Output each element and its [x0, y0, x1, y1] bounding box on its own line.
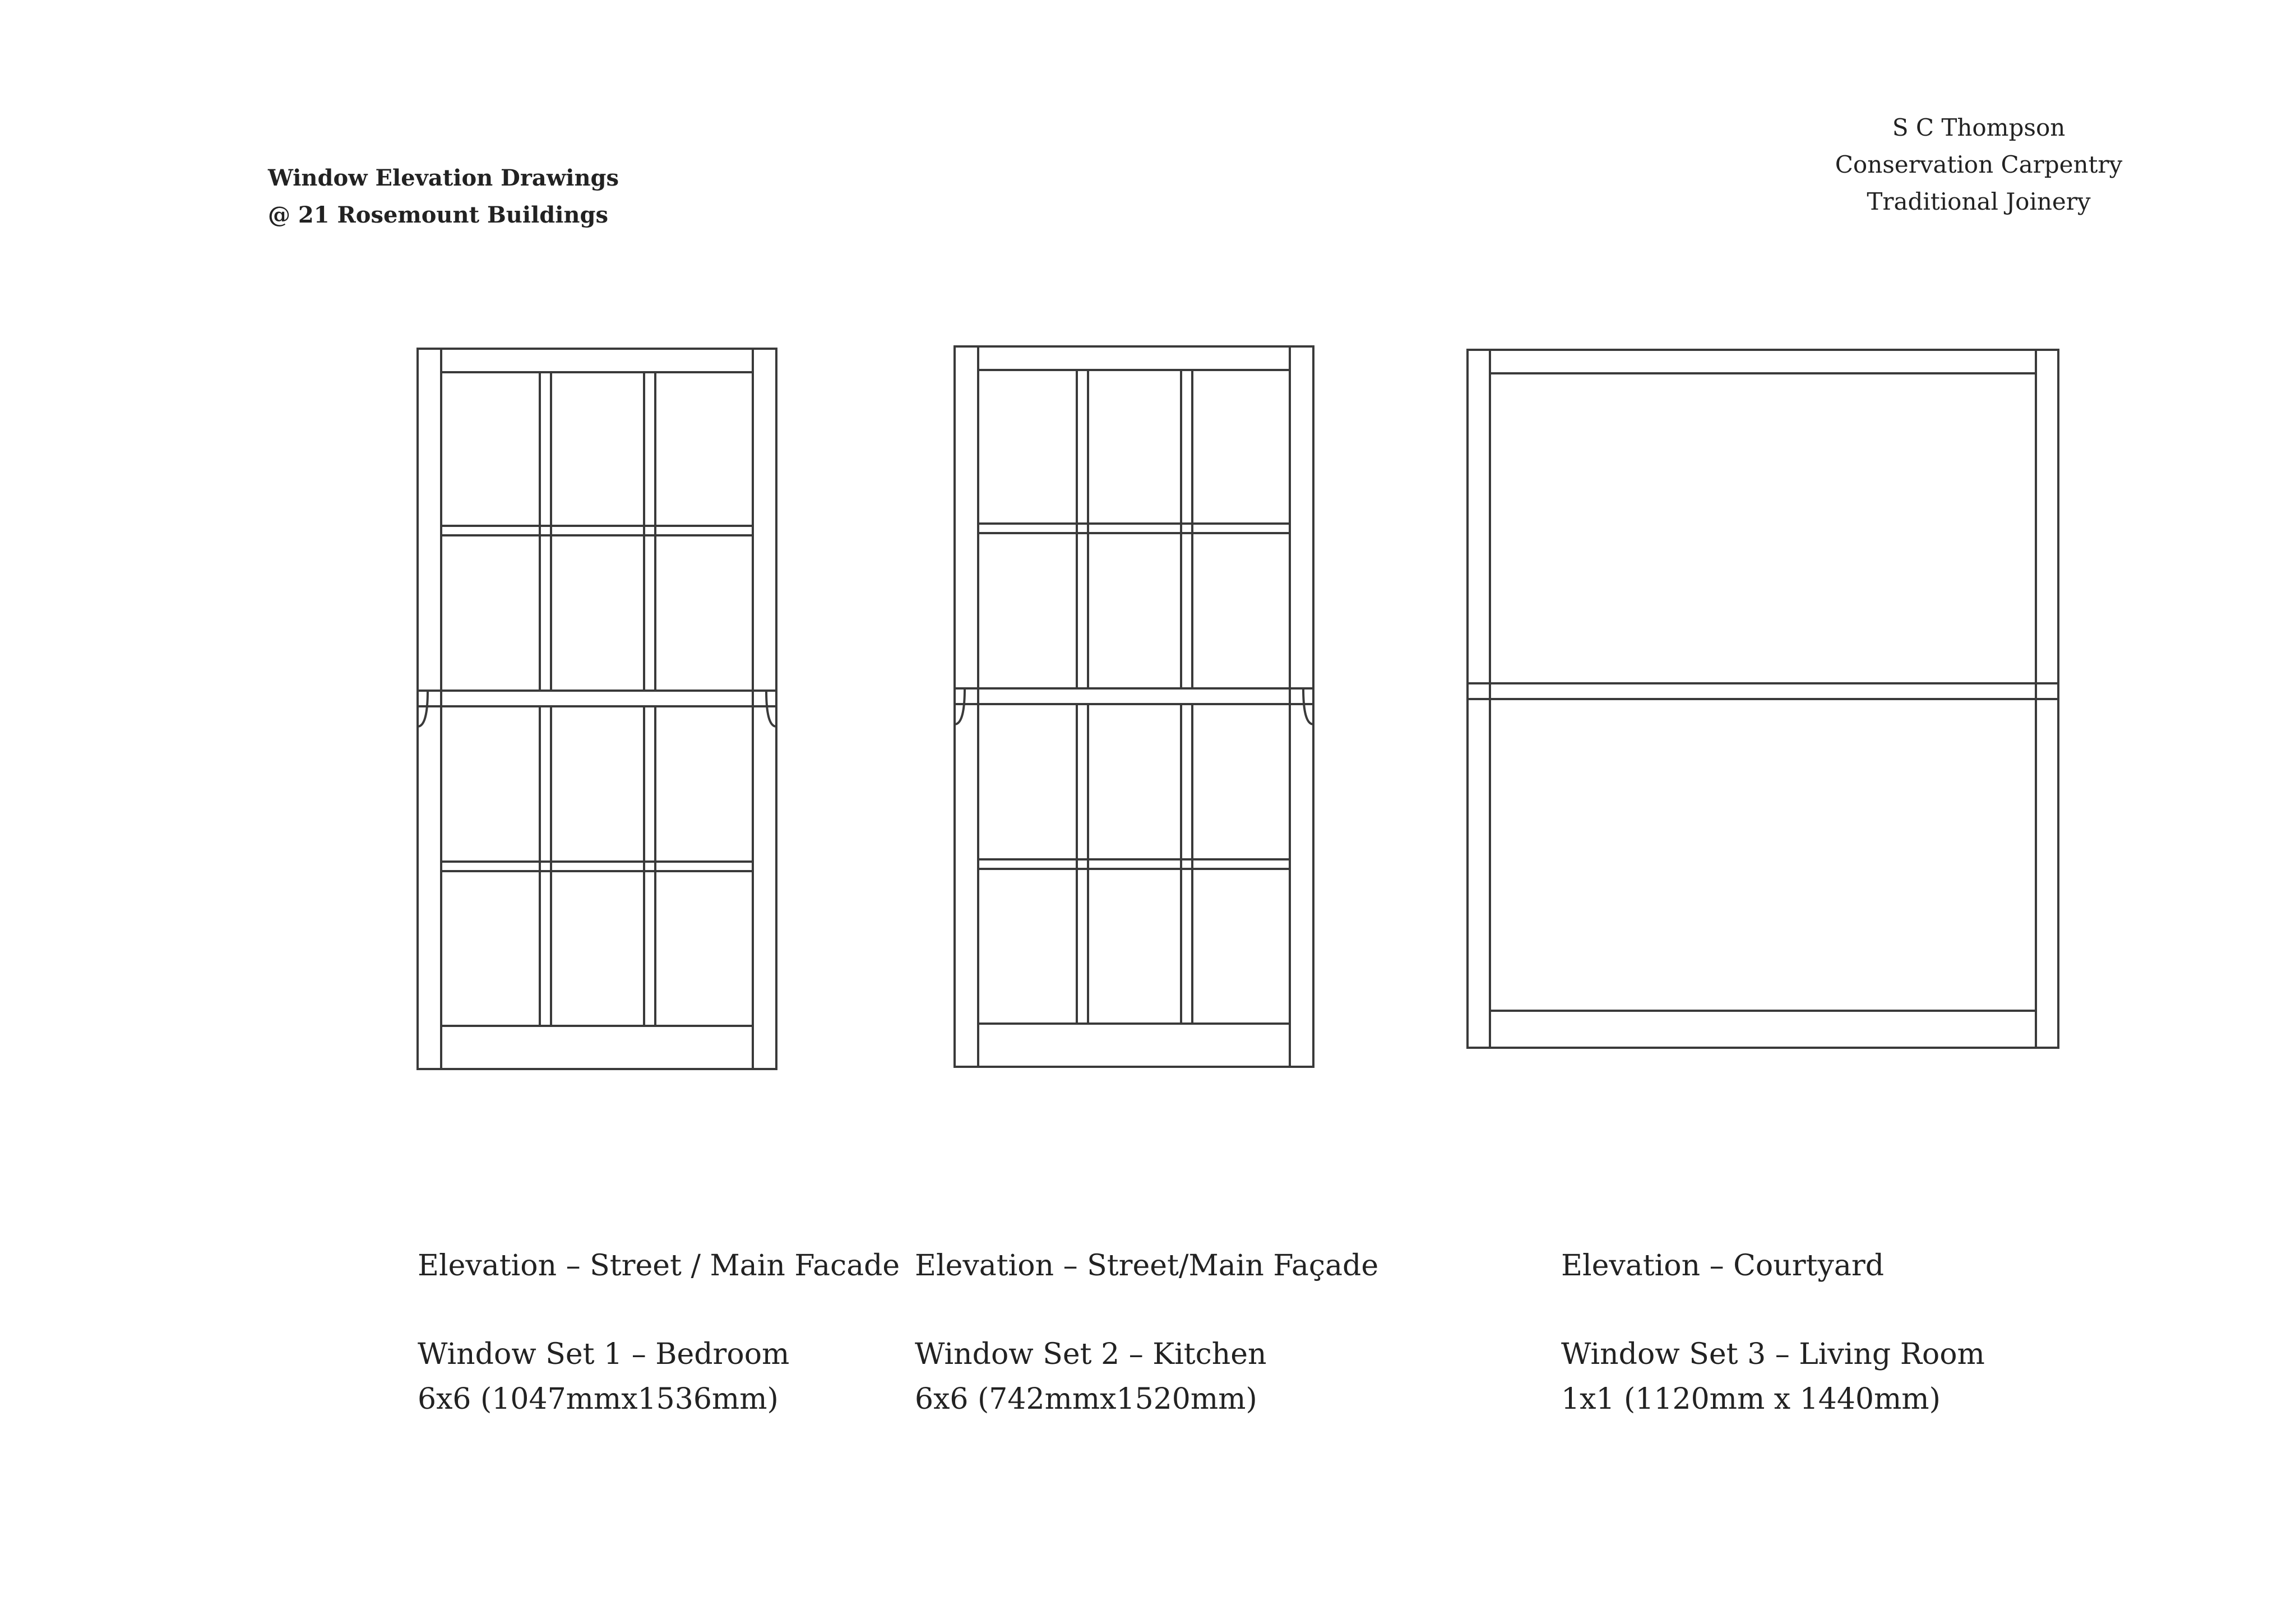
company-name: S C Thompson — [1892, 114, 2066, 141]
window-2-left-horn — [955, 688, 965, 724]
window-1-set: Window Set 1 – Bedroom — [418, 1338, 790, 1371]
window-3-drawing — [1468, 350, 2058, 1048]
window-3-set: Window Set 3 – Living Room — [1561, 1338, 1985, 1371]
window-1-right-horn — [766, 691, 776, 727]
window-2-drawing — [955, 346, 1313, 1067]
window-2-upper-bar-2 — [1077, 370, 1088, 688]
window-3-meeting-rail — [1468, 683, 2058, 699]
window-1-upper-bar-1 — [441, 526, 753, 535]
window-1-frame — [418, 349, 776, 1069]
window-2-upper-bar-1 — [978, 524, 1290, 533]
window-1-elevation: Elevation – Street / Main Facade — [418, 1249, 900, 1283]
window-2-caption — [915, 1243, 1378, 1422]
window-1-lower-bar-1 — [441, 862, 753, 871]
window-2-lower-bar-3 — [1181, 704, 1192, 1024]
window-2-upper-bar-3 — [1181, 370, 1192, 688]
window-1-meeting-rail — [418, 691, 776, 706]
window-3-elevation: Elevation – Courtyard — [1561, 1249, 1884, 1283]
window-1-left-horn — [418, 691, 428, 727]
window-1-lower-bar-3 — [644, 706, 655, 1026]
company-line-1: Conservation Carpentry — [1835, 151, 2123, 178]
window-3-caption — [1561, 1243, 1985, 1422]
window-1-drawing — [418, 349, 776, 1069]
window-2-lower-bar-2 — [1077, 704, 1088, 1024]
company-line-2: Traditional Joinery — [1867, 188, 2091, 215]
window-1-spec: 6x6 (1047mmx1536mm) — [418, 1382, 779, 1416]
drawing-address: @ 21 Rosemount Buildings — [268, 202, 608, 228]
window-1-upper-bar-2 — [540, 372, 551, 691]
window-2-set: Window Set 2 – Kitchen — [915, 1338, 1267, 1371]
window-2-meeting-rail — [955, 688, 1313, 704]
window-3-spec: 1x1 (1120mm x 1440mm) — [1561, 1382, 1941, 1416]
window-2-elevation: Elevation – Street/Main Façade — [915, 1249, 1379, 1283]
window-2-lower-bar-1 — [978, 859, 1290, 869]
drawing-title: Window Elevation Drawings — [268, 165, 619, 191]
window-2-spec: 6x6 (742mmx1520mm) — [915, 1382, 1257, 1416]
window-1-caption — [418, 1243, 900, 1422]
window-1-upper-bar-3 — [644, 372, 655, 691]
window-2-right-horn — [1303, 688, 1313, 724]
window-2-frame — [955, 346, 1313, 1067]
window-1-lower-bar-2 — [540, 706, 551, 1026]
